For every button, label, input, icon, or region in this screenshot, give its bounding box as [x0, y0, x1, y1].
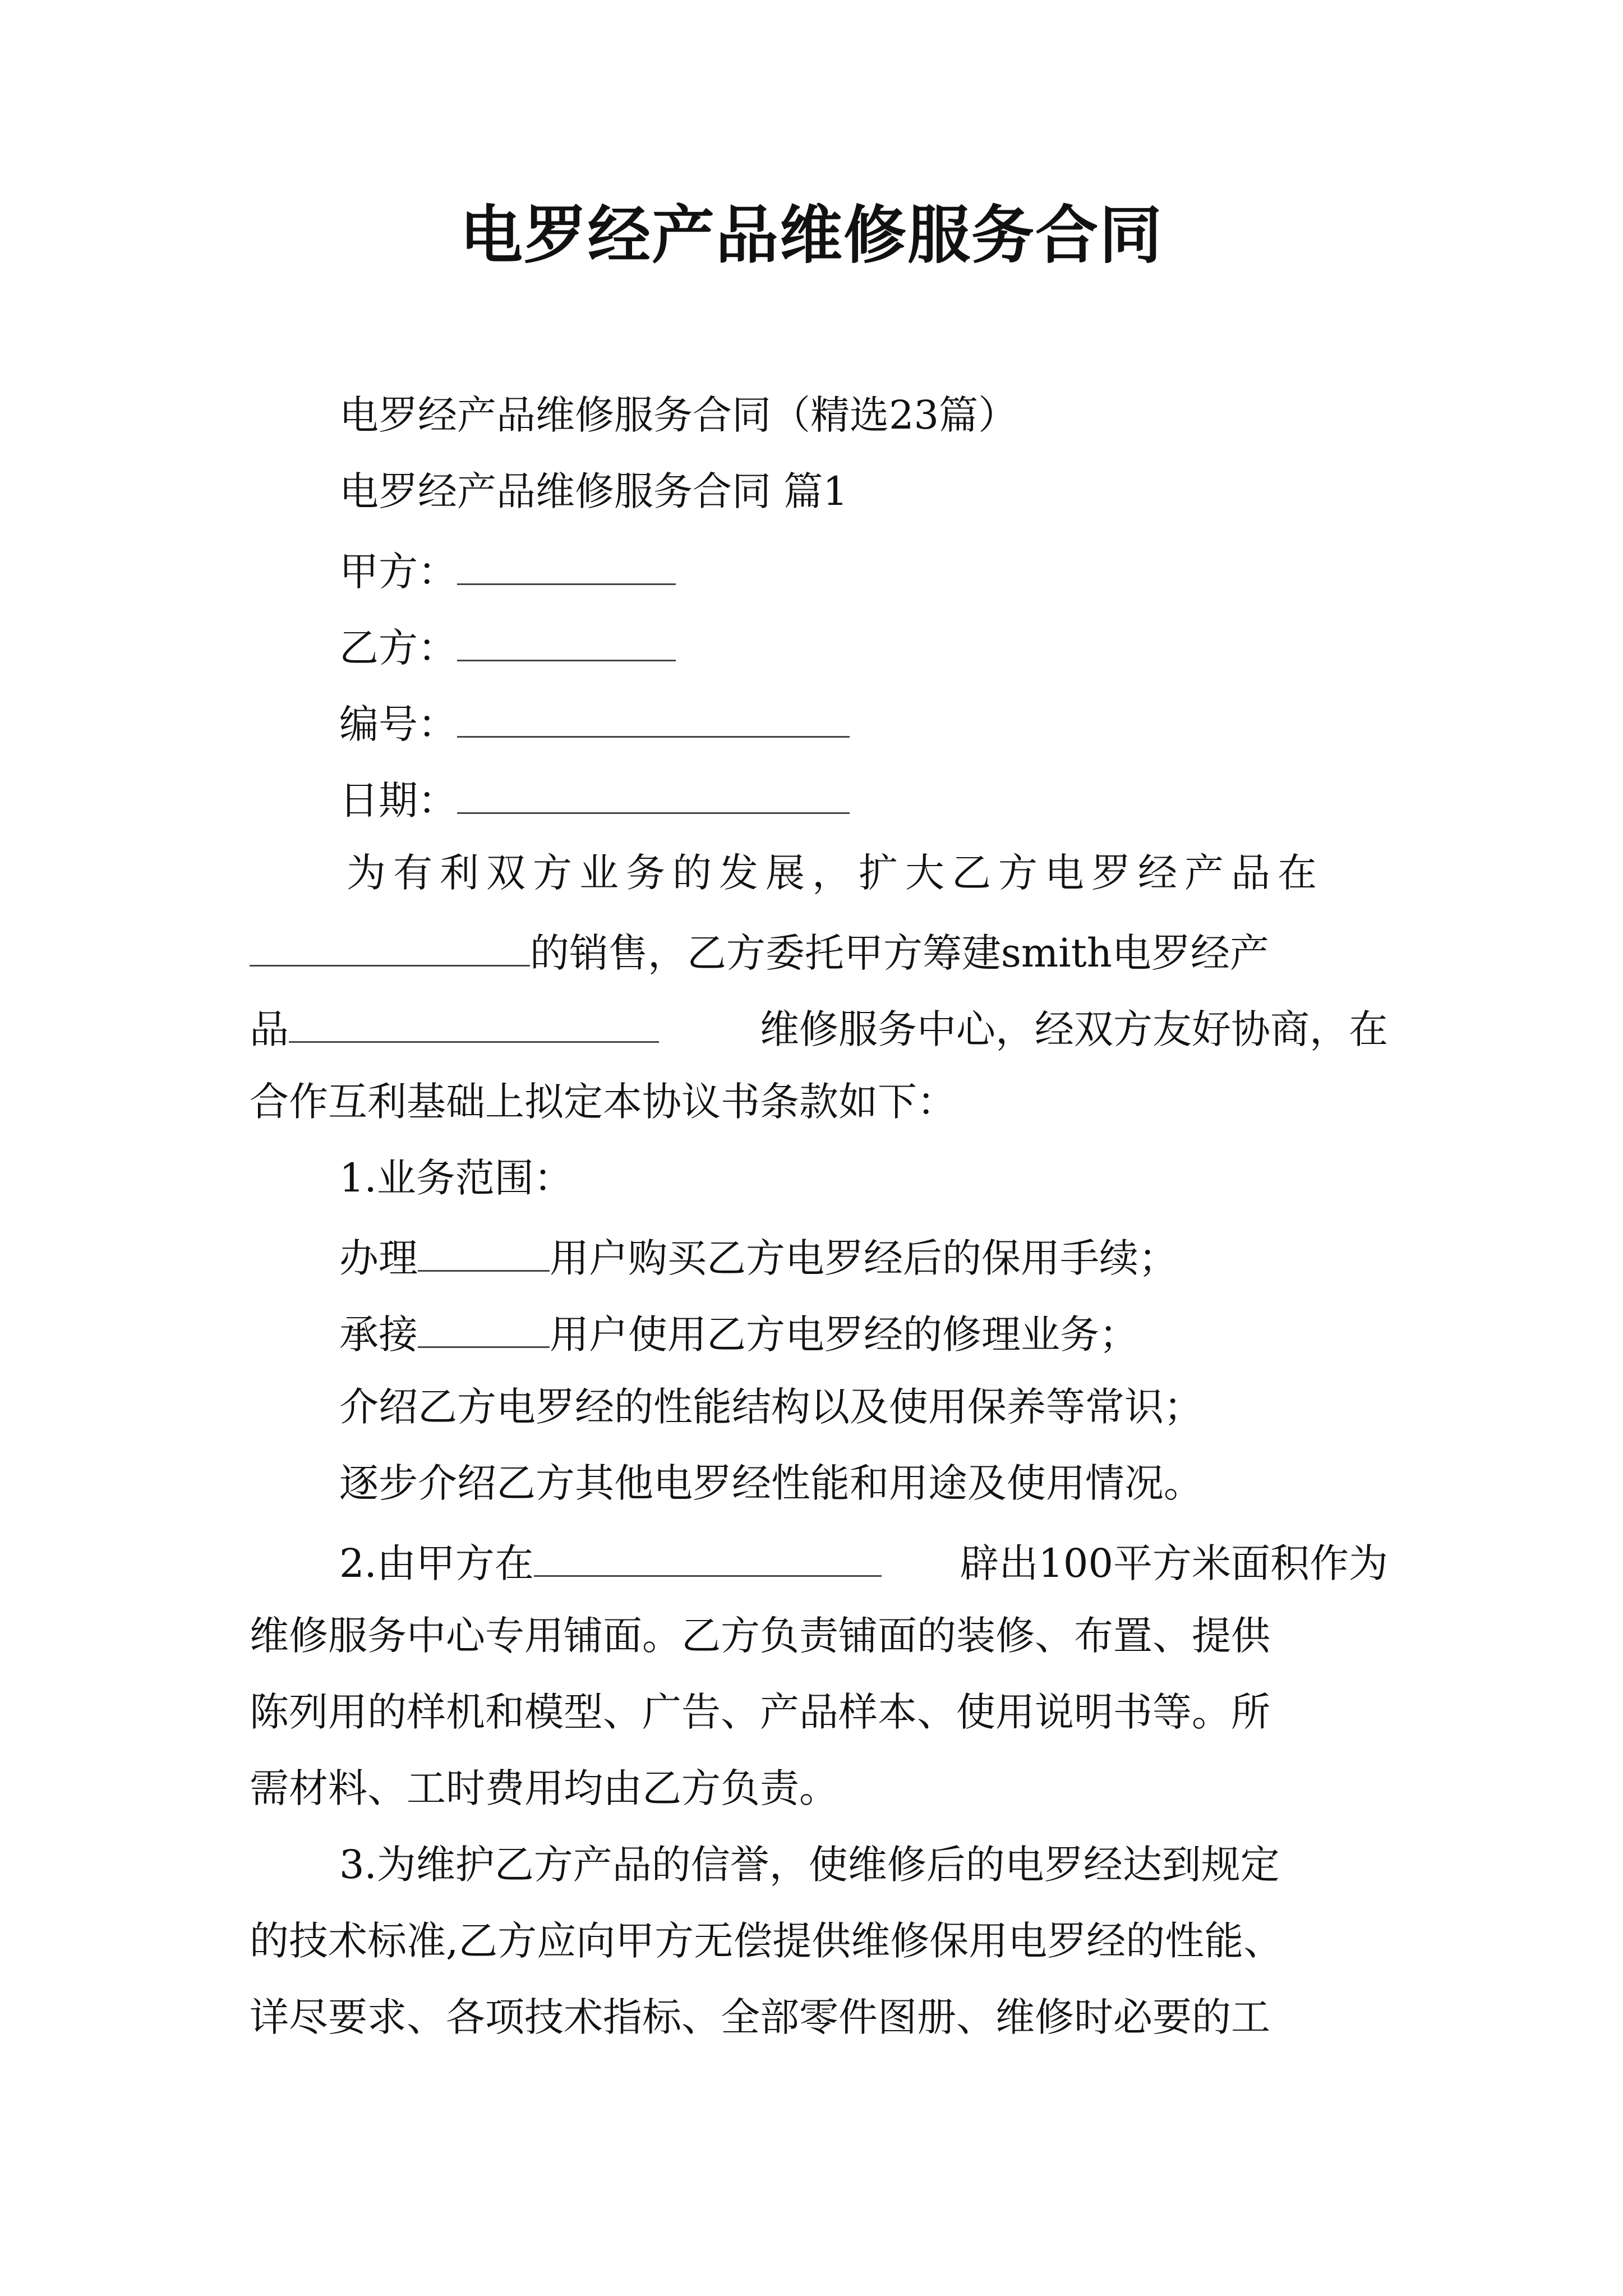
number-line [339, 692, 850, 752]
item-2-text: 辟出100平方米面积作为 [960, 1540, 1388, 1586]
document-title: 电罗经产品维修服务合同 [460, 199, 1163, 272]
number-blank [457, 692, 850, 738]
section-heading: 电罗经产品维修服务合同 篇1 [339, 468, 848, 514]
paragraph-1-line-1: 为有利双方业务的发展，扩大乙方电罗经产品在 [347, 850, 1324, 896]
item-1-b-blank [418, 1303, 550, 1348]
item-1-b-text: 用户使用乙方电罗经的修理业务； [550, 1312, 1138, 1358]
item-1-a-blank [418, 1226, 550, 1272]
party-a-line [339, 540, 676, 600]
item-2-line-2: 维修服务中心专用铺面。乙方负责铺面的装修、布置、提供 [250, 1613, 1270, 1659]
party-a-blank [457, 540, 676, 585]
paragraph-1-line-3-text: 维修服务中心，经双方友好协商，在 [760, 1006, 1388, 1052]
item-2-line-1 [339, 1531, 1388, 1591]
item-3-line-2: 的技术标准,乙方应向甲方无偿提供维修保用电罗经的性能、 [250, 1918, 1283, 1964]
party-b-line [339, 616, 676, 676]
paragraph-1-line-3 [250, 997, 1388, 1057]
item-1-a [339, 1226, 1178, 1286]
item-1-c: 介绍乙方电罗经的性能结构以及使用保养等常识； [339, 1384, 1203, 1430]
item-1-heading: 1.业务范围： [339, 1155, 573, 1201]
party-a-label: 甲方： [339, 549, 457, 595]
party-b-blank [457, 616, 676, 661]
date-label: 日期： [339, 777, 457, 823]
paragraph-1-line-2 [250, 921, 1269, 981]
item-1-a-text: 用户购买乙方电罗经后的保用手续； [550, 1235, 1178, 1281]
paragraph-1-line-4: 合作互利基础上拟定本协议书条款如下： [250, 1079, 956, 1125]
item-1-a-prefix: 办理 [339, 1235, 418, 1281]
item-3-line-3: 详尽要求、各项技术指标、全部零件图册、维修时必要的工 [250, 1994, 1270, 2040]
item-2-line-3: 陈列用的样机和模型、广告、产品样本、使用说明书等。所 [250, 1689, 1270, 1735]
document-subtitle: 电罗经产品维修服务合同（精选23篇） [339, 392, 1018, 438]
item-1-b [339, 1303, 1138, 1363]
item-2-blank [534, 1531, 882, 1577]
number-label: 编号： [339, 701, 457, 747]
item-1-d: 逐步介绍乙方其他电罗经性能和用途及使用情况。 [339, 1460, 1203, 1506]
item-2-prefix: 2.由甲方在 [339, 1540, 534, 1586]
item-1-b-prefix: 承接 [339, 1312, 418, 1358]
item-2-line-4: 需材料、工时费用均由乙方负责。 [250, 1765, 838, 1811]
region-blank [250, 921, 530, 967]
paragraph-1-line-3-prefix: 品 [250, 1006, 289, 1052]
party-b-label: 乙方： [339, 625, 457, 671]
date-blank [457, 769, 850, 814]
date-line [339, 769, 850, 829]
paragraph-1-line-2-text: 的销售，乙方委托甲方筹建smith电罗经产 [530, 930, 1269, 976]
item-3-line-1: 3.为维护乙方产品的信誉，使维修后的电罗经达到规定 [339, 1842, 1280, 1888]
center-name-blank [289, 997, 659, 1043]
